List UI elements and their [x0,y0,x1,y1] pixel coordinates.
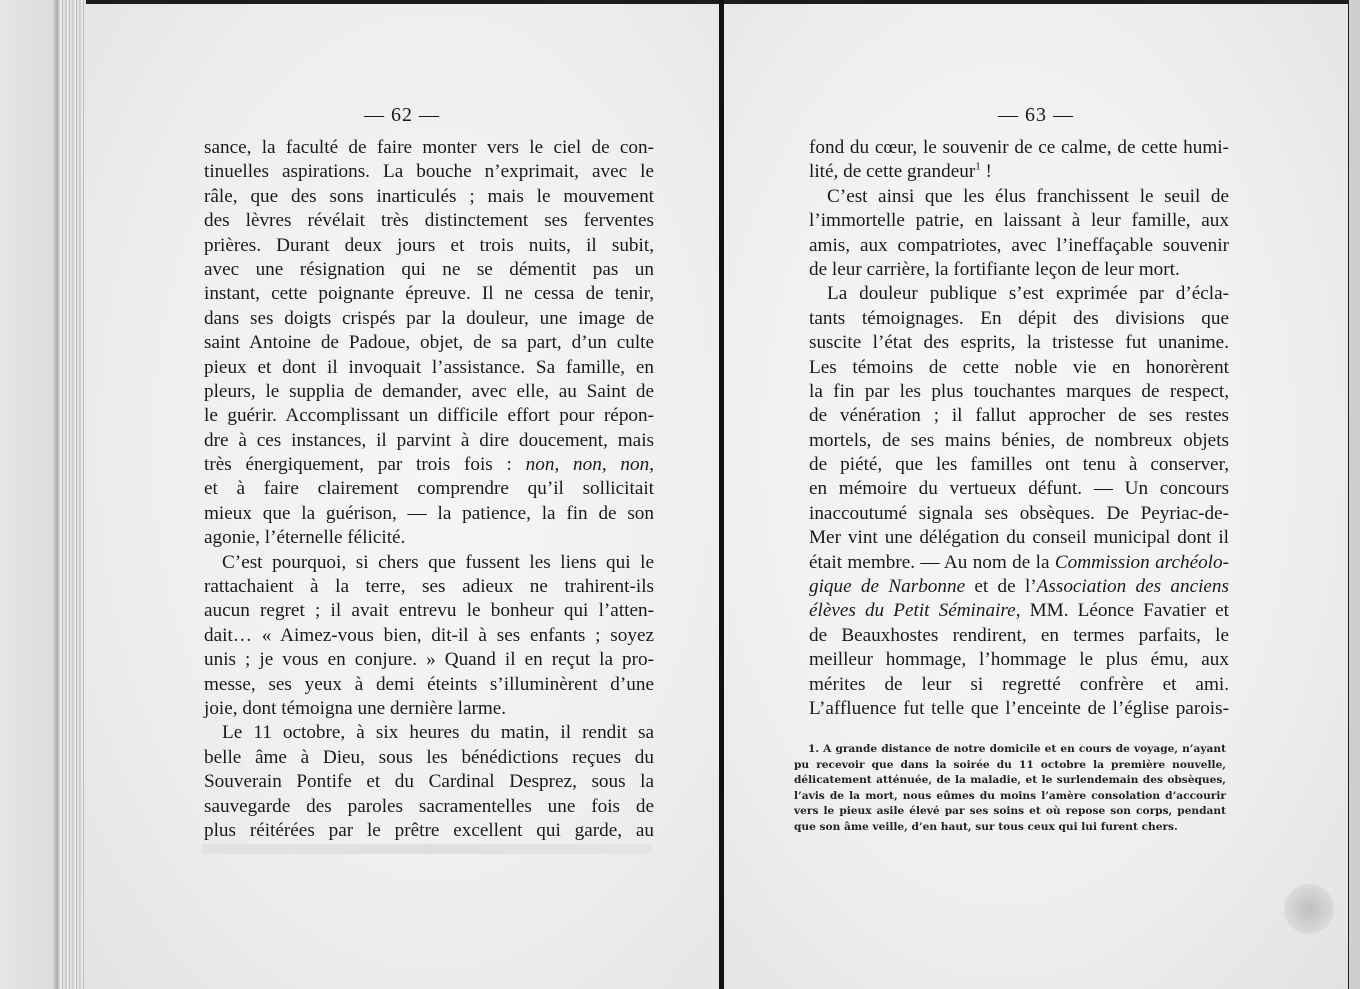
footnote-line: que son âme veille, d’en haut, sur tous ceux qui lui furent chers. [794,820,1178,833]
footnote-line: l’avis de la mort, nous eûmes du moins l’amère consolation d’accourir [794,789,1226,802]
text-line: le guérir. Accomplissant un difficile effort pour répon- [204,405,654,427]
paragraph-end-line [809,160,1229,184]
page-number-right: — 63 — [998,104,1074,126]
text-line: tinuelles aspirations. La bouche n’exprimait, avec le [204,161,654,183]
text-line: rattachaient à la terre, ses adieux ne trahirent-ils [204,576,654,598]
right-page [724,4,1348,989]
text-line-mixed [204,453,654,477]
footnote-line: pu recevoir que dans la soirée du 11 octobre la première nouvelle, [794,758,1226,771]
text-run: , [649,454,654,476]
text-line: et à faire clairement comprendre qu’il sollicitait [204,478,654,500]
text-line: dre à ces instances, il parvint à dire doucement, mais [204,429,654,451]
text-line: râle, que des sons inarticulés ; mais le mouvement [204,185,654,207]
right-page-body [809,136,1229,721]
paragraph-end-line: de leur carrière, la fortifiante leçon de leur mort. [809,258,1180,280]
paragraph-start-line: C’est ainsi que les élus franchissent le seuil de [827,185,1229,207]
scanner-left-margin [0,0,62,989]
text-line: sauvegarde des paroles sacramentelles une fois de [204,795,654,817]
text-line: instant, cette poignante épreuve. Il ne cessa de tenir, [204,283,654,305]
text-line: la fin par les plus touchantes marques de respect, [809,380,1229,402]
left-page-body [204,136,654,843]
text-line: mieux que la guérison, — la patience, la fin de son [204,502,654,524]
text-line: Les témoins de cette noble vie en honorèrent [809,356,1229,378]
paragraph-start-line: C’est pourquoi, si chers que fussent les liens qui le [222,551,654,573]
text-line: dans ses doigts crispés par la douleur, une image de [204,307,654,329]
italic-run: non, non, non [525,454,650,476]
text-run: A grande distance de notre domicile et en cours de voyage, n’ayant [823,743,1226,755]
text-line: L’affluence fut telle que l’enceinte de l’église parois- [809,697,1229,719]
italic-run: élèves du Petit Séminaire [809,600,1016,622]
text-line: Souverain Pontife et du Cardinal Desprez, sous la [204,771,654,793]
text-line: avec une résignation qui ne se démentit pas un [204,258,654,280]
text-line: l’immortelle patrie, en laissant à leur famille, aux [809,210,1229,232]
text-run: lité, de cette grandeur [809,161,976,183]
page-stack-edge [58,0,86,989]
italic-run: gique de Narbonne [809,576,966,598]
footnote-marker: 1. [808,743,820,755]
text-line: aucun regret ; il avait entrevu le bonheur qui l’atten- [204,600,654,622]
scanner-right-edge [1348,0,1360,989]
footnote-reference[interactable]: 1 [975,161,981,173]
text-line: amis, aux compatriotes, avec l’ineffaçable souvenir [809,234,1229,256]
text-line: des lèvres révélait très distinctement ses ferventes [204,210,654,232]
footnote [794,742,1226,836]
text-run: très énergiquement, par trois fois : [204,454,526,476]
text-line-mixed [809,575,1229,599]
text-line: dait… « Aimez-vous bien, dit-il à ses enfants ; soyez [204,624,654,646]
paragraph-start-line: La douleur publique s’est exprimée par d’écla- [827,283,1229,305]
page-stain [1284,884,1334,934]
text-run: était membre. — Au nom de la [809,551,1055,573]
italic-run: Association des anciens [1036,576,1229,598]
text-line: meilleur hommage, l’hommage le plus ému, aux [809,649,1229,671]
text-line: pieux et dont il invoquait l’assistance. Sa famille, en [204,356,654,378]
paragraph-end-line: joie, dont témoigna une dernière larme. [204,697,507,719]
text-line-mixed [809,599,1229,623]
text-line: fond du cœur, le souvenir de ce calme, de cette humi- [809,137,1229,158]
text-line: de Beauxhostes rendirent, en termes parfaits, le [809,624,1229,646]
text-line: Mer vint une délégation du conseil municipal dont il [809,527,1229,549]
footnote-line: délicatement atténuée, de la maladie, et le surlendemain des obsèques, [794,774,1226,787]
text-line: tants témoignages. En dépit des divisions que [809,307,1229,329]
text-line: belle âme à Dieu, sous les bénédictions reçues du [204,746,654,768]
text-line-mixed [809,551,1229,575]
text-run: , MM. Léonce Favatier et [1015,600,1229,622]
footnote-line: vers le pieux asile élevé par ses soins et où repose son corps, pendant [794,805,1226,818]
text-line: sance, la faculté de faire monter vers le ciel de con- [204,137,654,158]
text-line: pleurs, le supplia de demander, avec elle, au Saint de [204,380,654,402]
page-number-left: — 62 — [364,104,440,126]
italic-run: Commission archéolo- [1054,551,1229,573]
text-line: de piété, que les familles ont tenu à conserver, [809,454,1229,476]
text-line: en mémoire du vertueux défunt. — Un concours [809,478,1229,500]
left-page [84,4,720,989]
text-line: mortels, de ses mains bénies, de nombreux objets [809,429,1229,451]
text-line: de vénération ; il fallut approcher de ses restes [809,405,1229,427]
text-line: messe, ses yeux à demi éteints s’illuminèrent d’une [204,673,654,695]
text-line: unis ; je vous en conjure. » Quand il en reçut la pro- [204,649,654,671]
bleed-through-line [202,844,652,854]
text-run: ! [980,161,992,183]
paragraph-start-line: Le 11 octobre, à six heures du matin, il rendit sa [222,722,654,744]
text-line: inaccoutumé signala ses obsèques. De Peyriac-de- [809,502,1229,524]
text-line: saint Antoine de Padoue, objet, de sa part, d’un culte [204,332,654,354]
text-line: plus réitérées par le prêtre excellent qui garde, au [204,819,654,841]
text-line: mérites de leur si regretté confrère et ami. [809,673,1229,695]
text-line: suscite l’état des esprits, la tristesse fut unanime. [809,332,1229,354]
text-line: prières. Durant deux jours et trois nuits, il subit, [204,234,654,256]
text-run: et de l’ [965,576,1037,598]
footnote-line [794,742,1226,758]
paragraph-end-line: agonie, l’éternelle félicité. [204,527,406,549]
